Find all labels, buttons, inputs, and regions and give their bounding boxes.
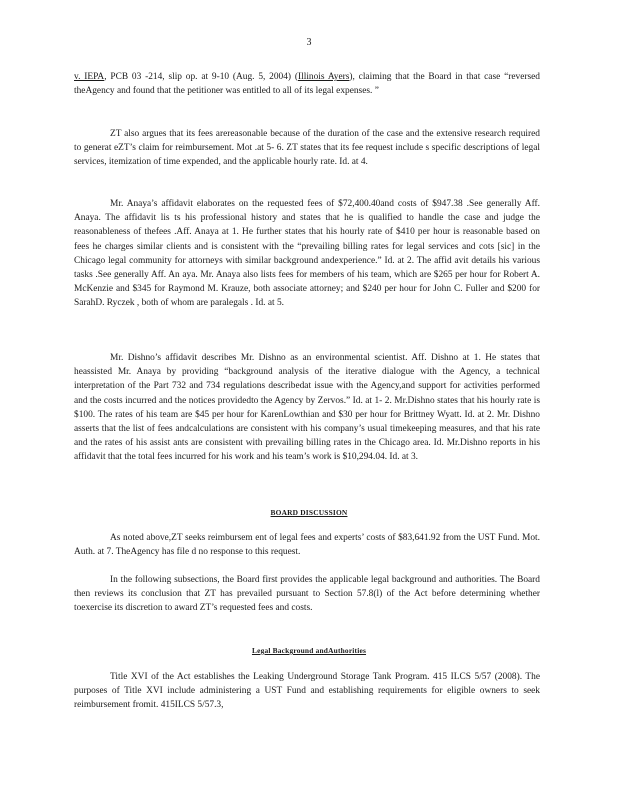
heading-board-discussion: BOARD DISCUSSION [270, 508, 348, 517]
paragraph-subsections: In the following subsections, the Board first provides the applicable legal background and authorities. The Board then reviews its conclusion that ZT has prevailed pursuant to Section 57.8(l) of the Act before determining whether toexercise its discretion to award ZT’s requested fees and costs. [74, 575, 540, 614]
short-citation: Illinois Ayers [298, 72, 350, 82]
citation-rest: ), claiming that the Board in that case “reversed theAgency and found that the petitioner was entitled to all of its legal expenses. ” [74, 72, 540, 97]
paragraph-title-xvi: Title XVI of the Act establishes the Leaking Underground Storage Tank Program. 415 ILCS 5/57 (2008). The purposes of Title XVI include administering a UST Fund and establishing requirements for eligible owners to seek reimbursement fromit. 415ILCS 5/57.3, [74, 672, 540, 711]
paragraph-noted-above: As noted above,ZT seeks reimbursem ent of legal fees and experts’ costs of $83,641.92 from the UST Fund. Mot. Auth. at 7. TheAgency has file d no response to this request. [74, 533, 540, 558]
case-citation: v. IEPA [74, 72, 105, 82]
paragraph-citation [74, 70, 540, 98]
citation-detail: , PCB 03 -214, slip op. at 9-10 (Aug. 5, 2004) ( [104, 72, 298, 82]
page-number: 3 [306, 37, 312, 48]
heading-legal-background: Legal Background andAuthorities [251, 646, 367, 655]
paragraph-fees-reasonable: ZT also argues that its fees arereasonable because of the duration of the case and the extensive research required to generat eZT’s claim for reimbursement. Mot .at 5- 6. ZT states that its fee request include s specific descriptions of legal services, itemization of time expended, and the applicable hourly rate. Id. at 4. [74, 129, 540, 168]
paragraph-dishno-affidavit: Mr. Dishno’s affidavit describes Mr. Dishno as an environmental scientist. Aff. Dishno at 1. He states that heassisted Mr. Anaya by providing “background analysis of the iterative dialogue with the Agency, a technical interpretation of the Part 732 and 734 regulations describedat issue with the Agency,and support for activities performed and the costs incurred and the notices providedto the Agency by Zervos.” Id. at 1- 2. Mr.Dishno states that his hourly rate is $100. The rates of his team are $45 per hour for KarenLowthian and $30 per hour for Brittney Wyatt. Id. at 2. Mr. Dishno asserts that the list of fees andcalculations are consistent with his company’s usual timekeeping measures, and that his rate and the rates of his assist ants are consistent with prevailing billing rates in the Chicago area. Id. Mr.Dishno reports in his affidavit that the total fees incurred for his work and his team’s work is $10,294.04. Id. at 3. [74, 353, 540, 463]
paragraph-anaya-affidavit: Mr. Anaya’s affidavit elaborates on the requested fees of $72,400.40and costs of $947.38 .See generally Aff. Anaya. The affidavit lis ts his professional history and states that he is qualified to handle the case and judge the reasonableness of thefees .Aff. Anaya at 1. He further states that his hourly rate of $410 per hour is reasonable based on fees he charges similar clients and is consistent with the “prevailing billing rates for legal services and cots [sic] in the Chicago legal community for attorneys with similar background andexperience.” Id. at 2. The affid avit details his various tasks .See generally Aff. An aya. Mr. Anaya also lists fees for members of his team, which are $265 per hour for Robert A. McKenzie and $345 for Raymond M. Krauze, both associate attorney; and $240 per hour for John C. Fuller and $200 for SarahD. Ryczek , both of whom are paralegals . Id. at 5. [74, 199, 540, 309]
